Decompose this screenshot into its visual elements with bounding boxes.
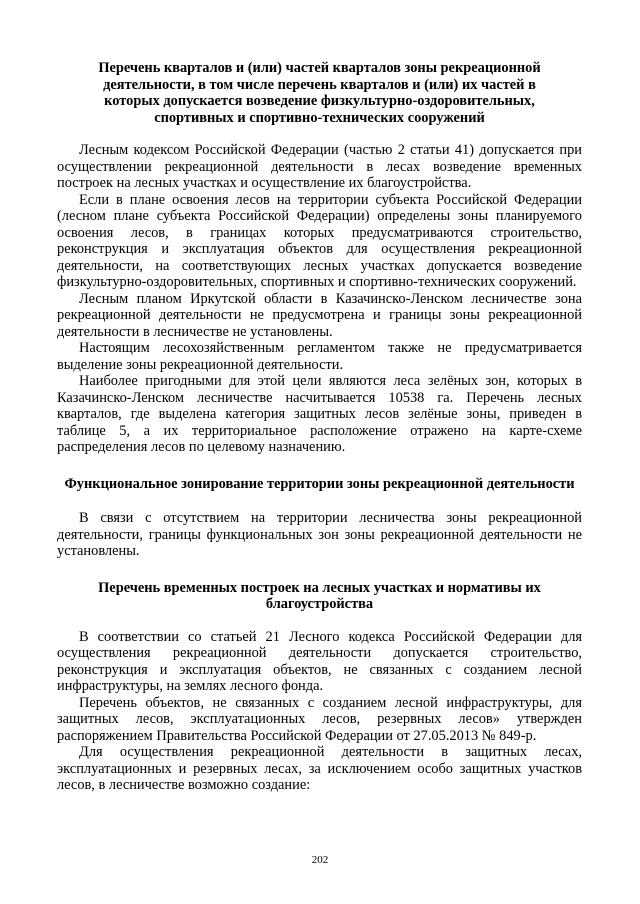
section-heading-functional-zoning: Функциональное зонирование территории зоны рекреационной деятельности: [64, 475, 575, 492]
page-number: 202: [311, 854, 329, 866]
paragraph: Для осуществления рекреационной деятельности в защитных лесах, эксплуатационных и резервных лесах, за исключением особо защитных участков лесов, в лесничестве возможно создание:: [57, 744, 582, 793]
paragraph: Если в плане освоения лесов на территории субъекта Российской Федерации (лесном плане субъекта Российской Федерации) определены зоны планируемого освоения лесов, в границах которых предусматриваются строительство, реконструкция и эксплуатация объектов для осуществления рекреационной деятельности, на соответствующих лесных участках допускается возведение физкультурно-оздоровительных, спортивных и спортивно-технических сооружений.: [57, 191, 582, 290]
paragraph: Лесным планом Иркутской области в Казачинско-Ленском лесничестве зона рекреационной деятельности не предусмотрена и границы зоны рекреационной деятельности в лесничестве не установлены.: [57, 290, 582, 340]
paragraph: Лесным кодексом Российской Федерации (частью 2 статьи 41) допускается при осуществлении рекреационной деятельности в лесах возведение временных построек на лесных участках и осуществление их благоустройства.: [57, 142, 582, 191]
section-heading-zones-list: Перечень кварталов и (или) частей кварталов зоны рекреационной деятельности, в том числе перечень кварталов и (или) их частей в которых допускается возведение физкультурно-оздоровительных, спортивных и спортивно-технических сооружений: [98, 60, 541, 126]
paragraph: В связи с отсутствием на территории лесничества зоны рекреационной деятельности, границы функциональных зон зоны рекреационной деятельности не установлены.: [57, 510, 582, 559]
paragraph: В соответствии со статьей 21 Лесного кодекса Российской Федерации для осуществления рекреационной деятельности допускается строительство, реконструкция и эксплуатация объектов, не связанных с созданием лесной инфраструктуры, на землях лесного фонда.: [57, 628, 582, 694]
paragraph: Наиболее пригодными для этой цели являются леса зелёных зон, которых в Казачинско-Ленском лесничестве насчитывается 10538 га. Перечень лесных кварталов, где выделена категория защитных лесов зелёные зоны, приведен в таблице 5, а их территориальное расположение отражено на карте-схеме распределения лесов по целевому назначению.: [57, 373, 582, 455]
document-page: [57, 60, 582, 794]
paragraph: Настоящим лесохозяйственным регламентом также не предусматривается выделение зоны рекреационной деятельности.: [57, 340, 582, 373]
section-heading-temporary-buildings: Перечень временных построек на лесных участках и нормативы их благоустройства: [98, 579, 541, 612]
paragraph: Перечень объектов, не связанных с созданием лесной инфраструктуры, для защитных лесов, эксплуатационных лесов, резервных лесов» утвержден распоряжением Правительства Российской Федерации от 27.05.2013 № 849-р.: [57, 694, 582, 744]
